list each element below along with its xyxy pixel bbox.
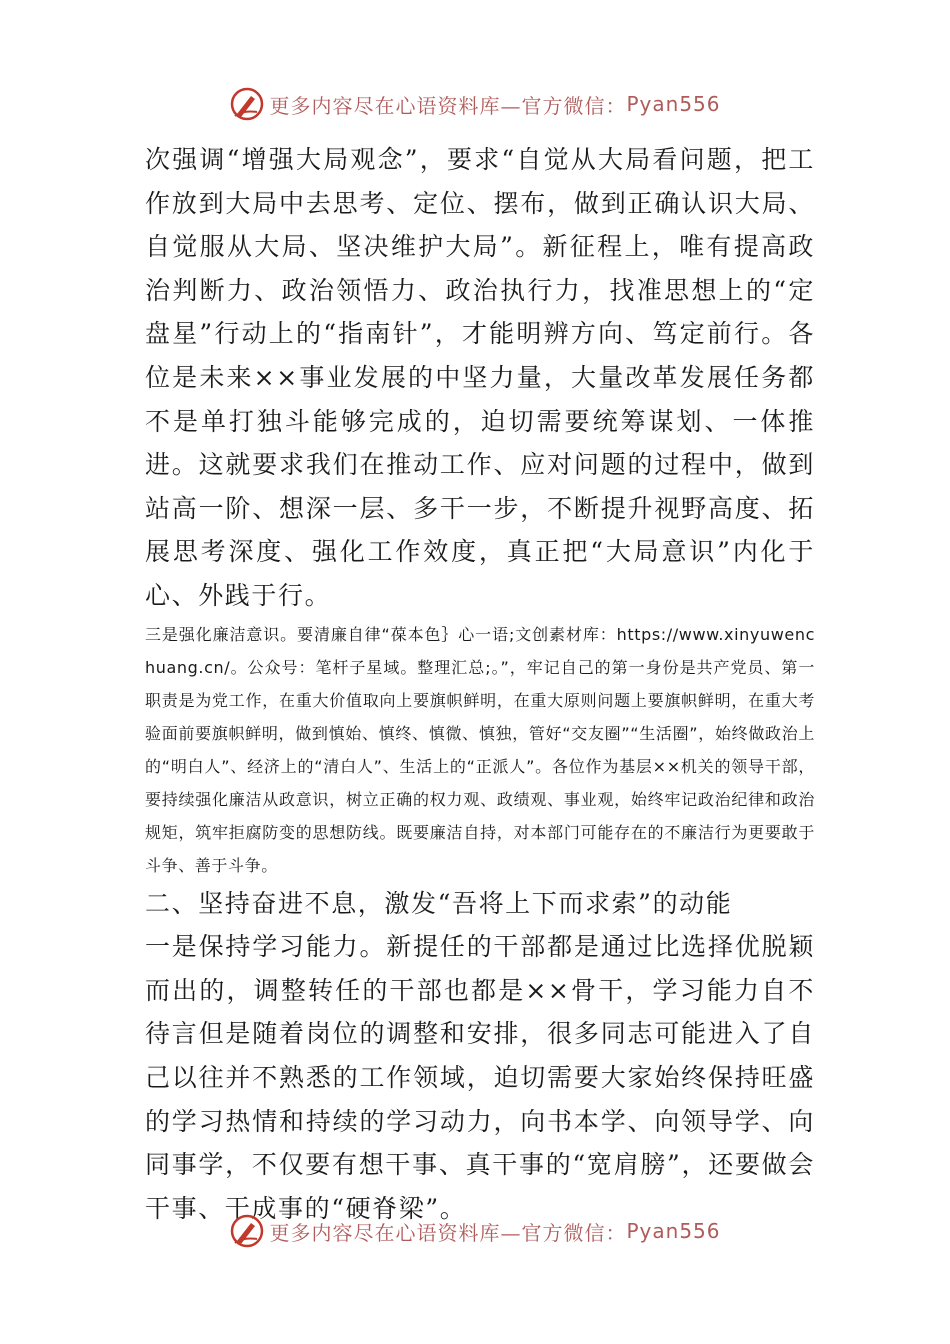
footer-watermark-banner: [0, 1211, 950, 1251]
pen-logo-icon: [229, 1213, 265, 1249]
section-heading: 二、坚持奋进不息，激发“吾将上下而求索”的动能: [145, 888, 733, 918]
banner-text: 更多内容尽在心语资料库—官方微信：: [269, 93, 627, 118]
document-body: [145, 138, 815, 1230]
banner-wechat-id: Pyan556: [626, 1219, 721, 1243]
paragraph-big-picture: 次强调“增强大局观念”，要求“自觉从大局看问题，把工作放到大局中去思考、定位、摆布，做到正确认识大局、自觉服从大局、坚决维护大局”。新征程上，唯有提高政治判断力、政治领悟力、政治执行力，找准思想上的“定盘星”行动上的“指南针”，才能明辨方向、笃定前行。各位是未来××事业发展的中坚力量，大量改革发展任务都不是单打独斗能够完成的，迫切需要统筹谋划、一体推进。这就要求我们在推动工作、应对问题的过程中，做到站高一阶、想深一层、多干一步，不断提升视野高度、拓展思考深度、强化工作效度，真正把“大局意识”内化于心、外践于行。: [145, 145, 815, 610]
banner-wechat-id: Pyan556: [626, 92, 721, 116]
pen-logo-icon: [229, 86, 265, 122]
paragraph-learning: 一是保持学习能力。新提任的干部都是通过比选择优脱颖而出的，调整转任的干部也都是××骨干，学习能力自不待言但是随着岗位的调整和安排，很多同志可能进入了自己以往并不熟悉的工作领域，迫切需要大家始终保持旺盛的学习热情和持续的学习动力，向书本学、向领导学、向同事学，不仅要有想干事、真干事的“宽肩膀”，还要做会干事、干成事的“硬脊梁”。: [145, 932, 815, 1223]
header-watermark-banner: [0, 84, 950, 124]
paragraph-integrity: 三是强化廉洁意识。要清廉自律“葆本色｝心一语;文创素材库：https://www.xinyuwenchuang.cn/。公众号：笔杆子星域。整理汇总;。”，牢记自己的第一身份是共产党员、第一职责是为党工作，在重大价值取向上要旗帜鲜明，在重大原则问题上要旗帜鲜明，在重大考验面前要旗帜鲜明，做到慎始、慎终、慎微、慎独，管好“交友圈”“生活圈”，始终做政治上的“明白人”、经济上的“清白人”、生活上的“正派人”。各位作为基层××机关的领导干部，要持续强化廉洁从政意识，树立正确的权力观、政绩观、事业观，始终牢记政治纪律和政治规矩，筑牢拒腐防变的思想防线。既要廉洁自持，对本部门可能存在的不廉洁行为更要敢于斗争、善于斗争。: [145, 624, 815, 875]
banner-text: 更多内容尽在心语资料库—官方微信：: [269, 1220, 627, 1245]
